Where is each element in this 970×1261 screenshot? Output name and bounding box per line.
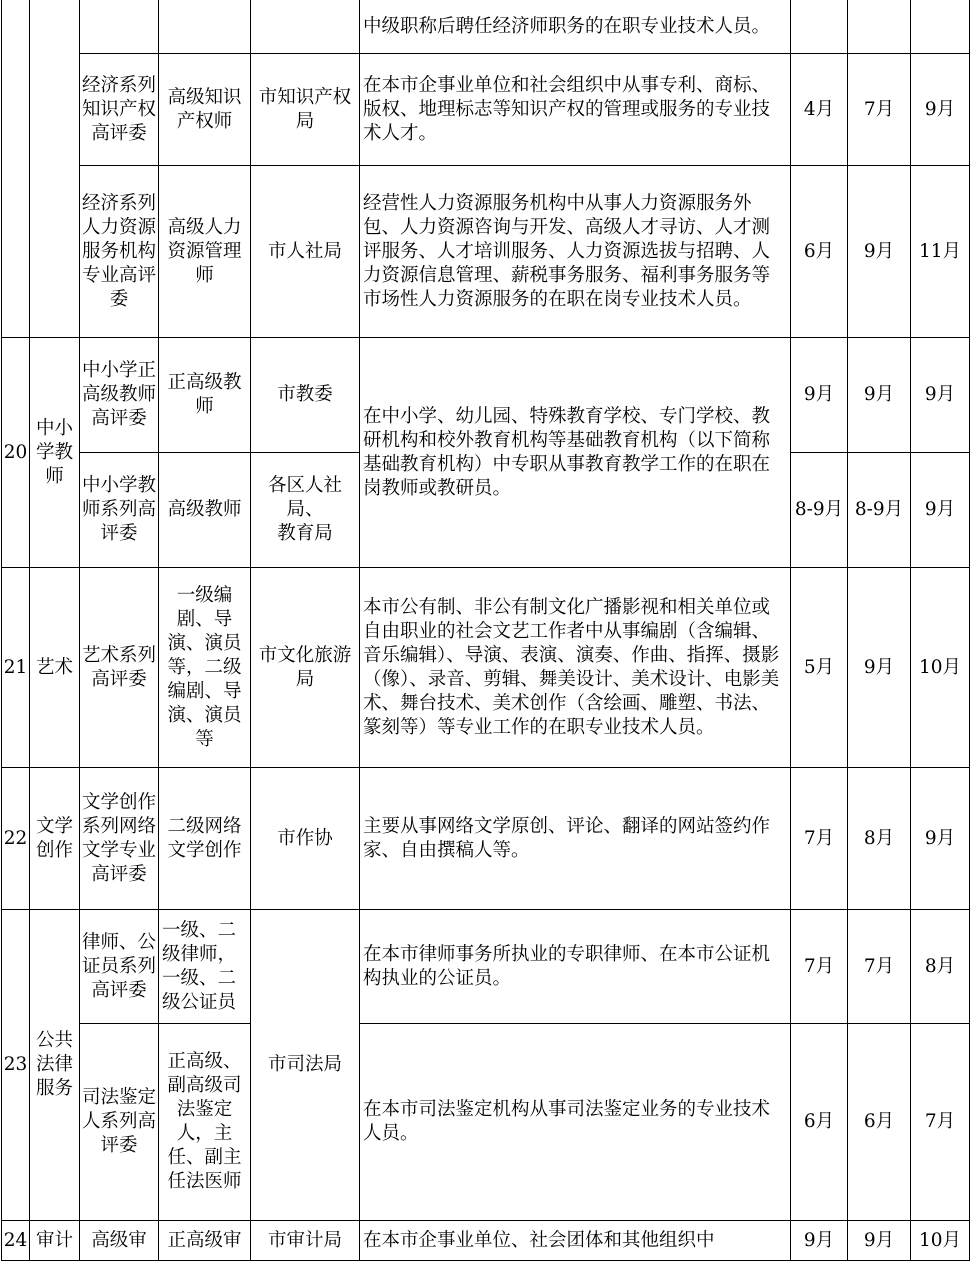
committee-cell: 高级审 bbox=[80, 1221, 159, 1261]
month-cell: 8月 bbox=[911, 910, 970, 1024]
month-cell: 9月 bbox=[848, 338, 911, 453]
committee-cell: 经济系列知识产权高评委 bbox=[80, 54, 159, 166]
title-cell: 正高级审 bbox=[159, 1221, 251, 1261]
title-cell bbox=[159, 0, 251, 54]
authority-cell: 市司法局 bbox=[251, 910, 360, 1221]
authority-cell: 各区人社局、 教育局 bbox=[251, 453, 360, 568]
category-cell: 中小学教师 bbox=[30, 338, 80, 568]
authority-cell: 市作协 bbox=[251, 768, 360, 910]
month-cell: 9月 bbox=[848, 1221, 911, 1261]
month-cell: 8-9月 bbox=[848, 453, 911, 568]
row-number-cell: 24 bbox=[2, 1221, 30, 1261]
category-cell: 文学创作 bbox=[30, 768, 80, 910]
scope-cell: 在中小学、幼儿园、特殊教育学校、专门学校、教研机构和校外教育机构等基础教育机构（以下简称基础教育机构）中专职从事教育教学工作的在职在岗教师或教研员。 bbox=[360, 338, 791, 568]
month-cell: 5月 bbox=[791, 568, 848, 768]
row-number-cell: 20 bbox=[2, 338, 30, 568]
month-cell: 10月 bbox=[911, 1221, 970, 1261]
month-cell: 4月 bbox=[791, 54, 848, 166]
month-cell bbox=[911, 0, 970, 54]
month-cell: 7月 bbox=[848, 910, 911, 1024]
row-number-cell: 22 bbox=[2, 768, 30, 910]
committee-cell: 中小学正高级教师高评委 bbox=[80, 338, 159, 453]
month-cell bbox=[848, 0, 911, 54]
committee-cell bbox=[80, 0, 159, 54]
month-cell: 7月 bbox=[791, 768, 848, 910]
table-row bbox=[2, 166, 970, 338]
month-cell: 10月 bbox=[911, 568, 970, 768]
committee-cell: 文学创作系列网络文学专业高评委 bbox=[80, 768, 159, 910]
row-number-cell bbox=[2, 0, 30, 338]
category-cell: 艺术 bbox=[30, 568, 80, 768]
table-row bbox=[2, 768, 970, 910]
table-row bbox=[2, 338, 970, 453]
row-number-cell: 23 bbox=[2, 910, 30, 1221]
month-cell: 9月 bbox=[911, 54, 970, 166]
month-cell: 7月 bbox=[791, 910, 848, 1024]
month-cell: 9月 bbox=[911, 453, 970, 568]
category-cell: 审计 bbox=[30, 1221, 80, 1261]
month-cell: 11月 bbox=[911, 166, 970, 338]
scope-cell: 在本市企事业单位和社会组织中从事专利、商标、版权、地理标志等知识产权的管理或服务的专业技术人才。 bbox=[360, 54, 791, 166]
month-cell: 9月 bbox=[848, 166, 911, 338]
title-cell: 高级人力资源管理师 bbox=[159, 166, 251, 338]
month-cell: 6月 bbox=[848, 1024, 911, 1221]
title-cell: 一级编剧、导演、演员等，二级编剧、导演、演员等 bbox=[159, 568, 251, 768]
month-cell: 8-9月 bbox=[791, 453, 848, 568]
scope-cell: 在本市律师事务所执业的专职律师、在本市公证机构执业的公证员。 bbox=[360, 910, 791, 1024]
scope-cell: 在本市企事业单位、社会团体和其他组织中 bbox=[360, 1221, 791, 1261]
scope-cell: 经营性人力资源服务机构中从事人力资源服务外包、人力资源咨询与开发、高级人才寻访、人才测评服务、人才培训服务、人力资源选拔与招聘、人力资源信息管理、薪税事务服务、福利事务服务等市场性人力资源服务的在职在岗专业技术人员。 bbox=[360, 166, 791, 338]
committee-cell: 艺术系列高评委 bbox=[80, 568, 159, 768]
committee-cell: 中小学教师系列高评委 bbox=[80, 453, 159, 568]
authority-cell: 市教委 bbox=[251, 338, 360, 453]
table-row bbox=[2, 568, 970, 768]
committee-cell: 经济系列人力资源服务机构专业高评委 bbox=[80, 166, 159, 338]
scope-cell: 中级职称后聘任经济师职务的在职专业技术人员。 bbox=[360, 0, 791, 54]
month-cell: 9月 bbox=[848, 568, 911, 768]
authority-cell: 市文化旅游局 bbox=[251, 568, 360, 768]
committee-cell: 律师、公证员系列高评委 bbox=[80, 910, 159, 1024]
authority-cell: 市审计局 bbox=[251, 1221, 360, 1261]
table-row bbox=[2, 54, 970, 166]
title-cell: 高级知识产权师 bbox=[159, 54, 251, 166]
authority-cell: 市知识产权局 bbox=[251, 54, 360, 166]
month-cell: 9月 bbox=[791, 338, 848, 453]
title-evaluation-schedule-table bbox=[1, 0, 970, 1261]
month-cell: 6月 bbox=[791, 1024, 848, 1221]
title-cell: 正高级教师 bbox=[159, 338, 251, 453]
row-number-cell: 21 bbox=[2, 568, 30, 768]
category-cell: 公共法律服务 bbox=[30, 910, 80, 1221]
month-cell bbox=[791, 0, 848, 54]
title-cell: 二级网络文学创作 bbox=[159, 768, 251, 910]
month-cell: 8月 bbox=[848, 768, 911, 910]
month-cell: 9月 bbox=[911, 338, 970, 453]
title-cell: 高级教师 bbox=[159, 453, 251, 568]
month-cell: 7月 bbox=[911, 1024, 970, 1221]
table-row bbox=[2, 910, 970, 1024]
month-cell: 7月 bbox=[848, 54, 911, 166]
category-cell bbox=[30, 0, 80, 338]
authority-cell: 市人社局 bbox=[251, 166, 360, 338]
month-cell: 9月 bbox=[791, 1221, 848, 1261]
table-row bbox=[2, 1221, 970, 1261]
scope-cell: 在本市司法鉴定机构从事司法鉴定业务的专业技术人员。 bbox=[360, 1024, 791, 1221]
committee-cell: 司法鉴定人系列高评委 bbox=[80, 1024, 159, 1221]
scope-cell: 本市公有制、非公有制文化广播影视和相关单位或自由职业的社会文艺工作者中从事编剧（含编辑、音乐编辑）、导演、表演、演奏、作曲、指挥、摄影（像）、录音、剪辑、舞美设计、美术设计、电影美术、舞台技术、美术创作（含绘画、雕塑、书法、篆刻等）等专业工作的在职专业技术人员。 bbox=[360, 568, 791, 768]
title-cell: 正高级、副高级司法鉴定人，主任、副主任法医师 bbox=[159, 1024, 251, 1221]
title-cell: 一级、二级律师，一级、二级公证员 bbox=[159, 910, 251, 1024]
table-row bbox=[2, 1024, 970, 1221]
month-cell: 6月 bbox=[791, 166, 848, 338]
month-cell: 9月 bbox=[911, 768, 970, 910]
authority-cell bbox=[251, 0, 360, 54]
scope-cell: 主要从事网络文学原创、评论、翻译的网站签约作家、自由撰稿人等。 bbox=[360, 768, 791, 910]
table-row bbox=[2, 0, 970, 54]
